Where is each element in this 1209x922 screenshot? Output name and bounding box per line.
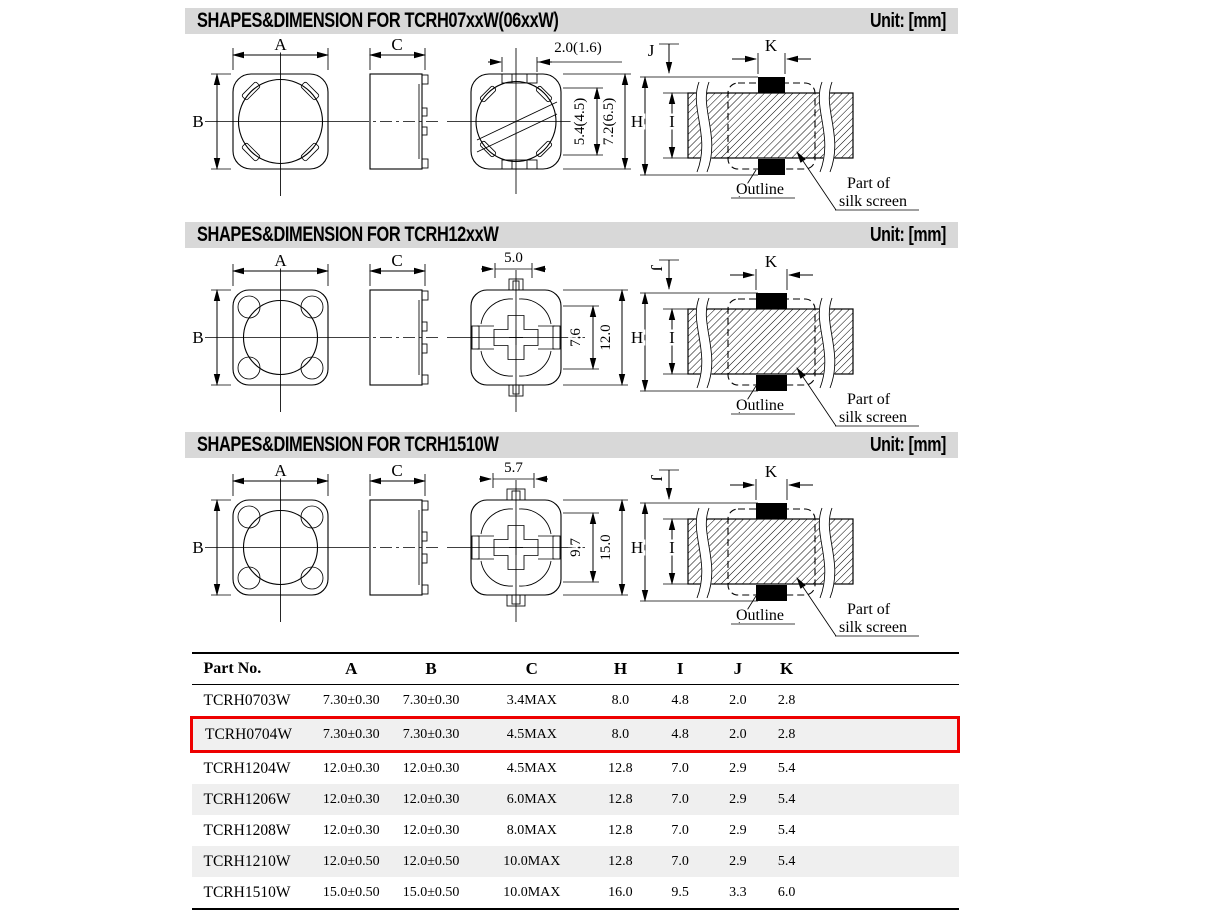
bottom-view (447, 40, 631, 194)
value-cell: 12.8 (608, 822, 633, 838)
bottom-top-dim: 5.7 (504, 460, 523, 476)
dim-label-i: I (669, 538, 675, 557)
part-no-cell: TCRH1510W (203, 883, 291, 901)
part-no-cell: TCRH1210W (203, 852, 291, 870)
value-cell: 15.0±0.50 (322, 884, 380, 900)
unit-label: Unit: [mm] (870, 9, 946, 32)
dim-label-a: A (274, 251, 287, 270)
silk-screen-label-line1: Part of (847, 601, 891, 618)
value-cell: 2.9 (729, 760, 747, 776)
value-cell: 2.8 (764, 718, 810, 752)
section-title: SHAPES&DIMENSION FOR TCRH07xxW(06xxW) (197, 9, 559, 32)
part-no-cell: TCRH0704W (192, 718, 312, 752)
value-cell: 12.0±0.30 (402, 760, 460, 776)
silk-screen-label-line1: Part of (847, 175, 891, 192)
col-header-j: J (712, 653, 764, 685)
unit-label: Unit: [mm] (870, 433, 946, 456)
value-cell: 2.9 (729, 791, 747, 807)
front-view (192, 35, 357, 196)
bottom-top-dim: 5.0 (504, 250, 523, 266)
bottom-view (447, 460, 628, 622)
value-cell: 12.8 (608, 791, 633, 807)
filler-cell (810, 784, 959, 815)
value-cell: 7.30±0.30 (311, 718, 391, 752)
value-cell: 2.9 (729, 853, 747, 869)
dim-label-b: B (192, 328, 204, 347)
filler-cell (810, 877, 959, 909)
value-cell: 12.0±0.50 (402, 853, 460, 869)
dim-label-b: B (192, 538, 204, 557)
value-cell: 2.9 (729, 822, 747, 838)
dim-label-c: C (391, 461, 403, 480)
bottom-inner-dim: 5.4(4.5) (572, 97, 588, 146)
bottom-top-dim: 2.0(1.6) (554, 40, 602, 56)
col-header-k: K (764, 653, 810, 685)
table-row (192, 685, 959, 718)
silk-screen-label-line2: silk screen (839, 619, 907, 636)
bottom-inner-dim: 9.7 (568, 538, 584, 557)
table-row (192, 815, 959, 846)
value-cell: 5.4 (777, 853, 796, 869)
table-header-row (192, 653, 959, 685)
col-header-i: I (648, 653, 712, 685)
dim-label-k: K (764, 462, 778, 481)
value-cell: 8.0 (611, 692, 630, 708)
col-header-h: H (593, 653, 649, 685)
section-header-tcrh1510 (185, 432, 958, 458)
bottom-inner-dim: 7.6 (568, 328, 584, 347)
silk-screen-label-line2: silk screen (839, 409, 907, 426)
value-cell: 12.0±0.50 (322, 853, 380, 869)
value-cell: 8.0 (593, 718, 649, 752)
front-view (192, 251, 357, 412)
filler-cell (810, 718, 959, 752)
value-cell: 10.0MAX (503, 884, 561, 900)
value-cell: 12.0±0.30 (402, 791, 460, 807)
land-pattern-view (631, 462, 919, 636)
drawing-tcrh1510 (185, 462, 958, 640)
dim-label-c: C (391, 35, 403, 54)
value-cell: 7.30±0.30 (391, 718, 471, 752)
dim-label-j: J (647, 264, 666, 272)
table-row (192, 846, 959, 877)
value-cell: 3.4MAX (506, 692, 557, 708)
table-row-highlighted (192, 718, 959, 752)
solder-pad-top (758, 77, 785, 93)
value-cell: 12.8 (608, 853, 633, 869)
value-cell: 15.0±0.50 (402, 884, 460, 900)
solder-pad-top (756, 293, 787, 309)
land-pattern-view (631, 36, 919, 210)
value-cell: 4.5MAX (471, 718, 593, 752)
section-title: SHAPES&DIMENSION FOR TCRH12xxW (197, 223, 499, 246)
col-header-a: A (311, 653, 391, 685)
table-row (192, 877, 959, 909)
dim-label-h: H (630, 328, 644, 347)
part-no-cell: TCRH1204W (203, 759, 291, 777)
silk-screen-label-line2: silk screen (839, 193, 907, 210)
solder-pad-bottom (758, 159, 785, 175)
value-cell: 4.8 (671, 692, 689, 708)
side-view (357, 251, 438, 385)
filler-cell (810, 752, 959, 785)
value-cell: 9.5 (671, 884, 689, 900)
drawing-tcrh07 (185, 36, 958, 216)
dim-label-c: C (391, 251, 403, 270)
value-cell: 12.0±0.30 (322, 822, 380, 838)
front-view (192, 461, 357, 622)
col-header-part-no: Part No. (192, 653, 312, 685)
value-cell: 4.5MAX (506, 760, 557, 776)
value-cell: 7.0 (671, 760, 689, 776)
bottom-outer-dim: 15.0 (598, 534, 614, 561)
side-view (357, 461, 438, 595)
bottom-outer-dim: 12.0 (598, 324, 614, 351)
outline-label: Outline (736, 181, 784, 198)
dim-label-h: H (630, 538, 644, 557)
land-pattern-view (631, 252, 919, 426)
side-view (357, 35, 438, 169)
section-title: SHAPES&DIMENSION FOR TCRH1510W (197, 433, 499, 456)
part-no-cell: TCRH1208W (203, 821, 291, 839)
value-cell: 7.30±0.30 (402, 692, 460, 708)
section-header-tcrh07 (185, 8, 958, 34)
unit-label: Unit: [mm] (870, 223, 946, 246)
value-cell: 5.4 (777, 791, 796, 807)
dim-label-h: H (630, 112, 644, 131)
value-cell: 2.8 (777, 692, 796, 708)
dim-label-j: J (647, 474, 666, 482)
bottom-outer-dim: 7.2(6.5) (601, 97, 617, 146)
dim-label-i: I (669, 112, 675, 131)
value-cell: 10.0MAX (503, 853, 561, 869)
dim-label-i: I (669, 328, 675, 347)
value-cell: 6.0 (777, 884, 796, 900)
value-cell: 12.0±0.30 (322, 791, 380, 807)
silk-screen-label-line1: Part of (847, 391, 891, 408)
value-cell: 16.0 (608, 884, 633, 900)
filler-cell (810, 846, 959, 877)
dim-label-k: K (764, 36, 778, 55)
solder-pad-bottom (756, 375, 787, 391)
section-header-tcrh12 (185, 222, 958, 248)
outline-label: Outline (736, 397, 784, 414)
dimensions-table (190, 652, 960, 910)
value-cell: 2.0 (729, 692, 747, 708)
value-cell: 8.0MAX (506, 822, 557, 838)
value-cell: 5.4 (777, 822, 796, 838)
value-cell: 7.0 (671, 822, 689, 838)
value-cell: 7.0 (671, 791, 689, 807)
dim-label-j: J (647, 41, 655, 60)
filler-cell (810, 815, 959, 846)
dim-label-a: A (274, 461, 287, 480)
dim-label-k: K (764, 252, 778, 271)
solder-pad-bottom (756, 585, 787, 601)
value-cell: 3.3 (729, 884, 747, 900)
part-no-cell: TCRH1206W (203, 790, 291, 808)
value-cell: 2.0 (712, 718, 764, 752)
dim-label-a: A (274, 35, 287, 54)
outline-label: Outline (736, 607, 784, 624)
table-row (192, 784, 959, 815)
value-cell: 12.8 (608, 760, 633, 776)
drawing-tcrh12 (185, 252, 958, 430)
table-row (192, 752, 959, 785)
value-cell: 12.0±0.30 (322, 760, 380, 776)
col-header-b: B (391, 653, 471, 685)
col-header-c: C (471, 653, 593, 685)
value-cell: 7.30±0.30 (322, 692, 380, 708)
part-no-cell: TCRH0703W (203, 691, 291, 709)
bottom-view (447, 250, 628, 412)
value-cell: 7.0 (671, 853, 689, 869)
filler-cell (810, 685, 959, 718)
value-cell: 5.4 (777, 760, 796, 776)
value-cell: 6.0MAX (506, 791, 557, 807)
col-header-filler (810, 653, 959, 685)
dim-label-b: B (192, 112, 204, 131)
value-cell: 4.8 (648, 718, 712, 752)
value-cell: 12.0±0.30 (402, 822, 460, 838)
solder-pad-top (756, 503, 787, 519)
